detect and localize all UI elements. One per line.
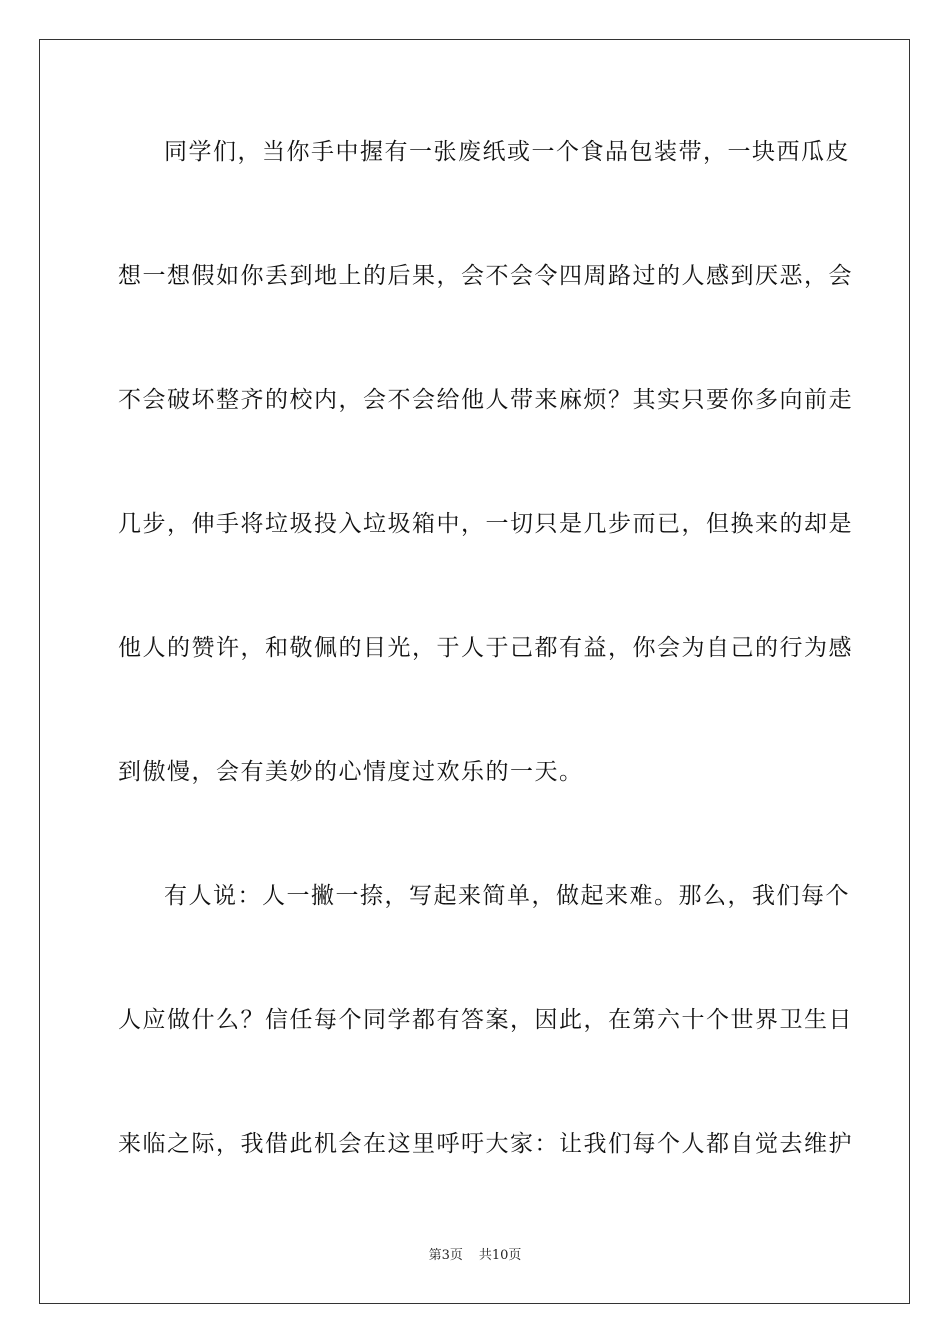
paragraph-2-line-3: 来临之际，我借此机会在这里呼吁大家：让我们每个人都自觉去维护 <box>118 1131 853 1157</box>
page-total: 共10页 <box>478 1248 522 1263</box>
paragraph-1-line-3: 不会破坏整齐的校内，会不会给他人带来麻烦？其实只要你多向前走 <box>118 387 853 413</box>
paragraph-1-line-6: 到傲慢，会有美妙的心情度过欢乐的一天。 <box>118 759 584 785</box>
page-border <box>39 39 910 1304</box>
paragraph-2-line-2: 人应做什么？信任每个同学都有答案，因此，在第六十个世界卫生日 <box>118 1007 853 1033</box>
page-number: 第3页 <box>428 1248 463 1263</box>
paragraph-1-line-1: 同学们，当你手中握有一张废纸或一个食品包装带，一块西瓜皮 <box>164 139 850 165</box>
paragraph-1-line-4: 几步，伸手将垃圾投入垃圾箱中，一切只是几步而已，但换来的却是 <box>118 511 853 537</box>
page-footer <box>0 1247 950 1265</box>
paragraph-1-line-2: 想一想假如你丢到地上的后果，会不会令四周路过的人感到厌恶，会 <box>118 263 853 289</box>
paragraph-1-line-5: 他人的赞许，和敬佩的目光，于人于己都有益，你会为自己的行为感 <box>118 635 853 661</box>
paragraph-2-line-1: 有人说：人一撇一捺，写起来简单，做起来难。那么，我们每个 <box>164 883 850 909</box>
